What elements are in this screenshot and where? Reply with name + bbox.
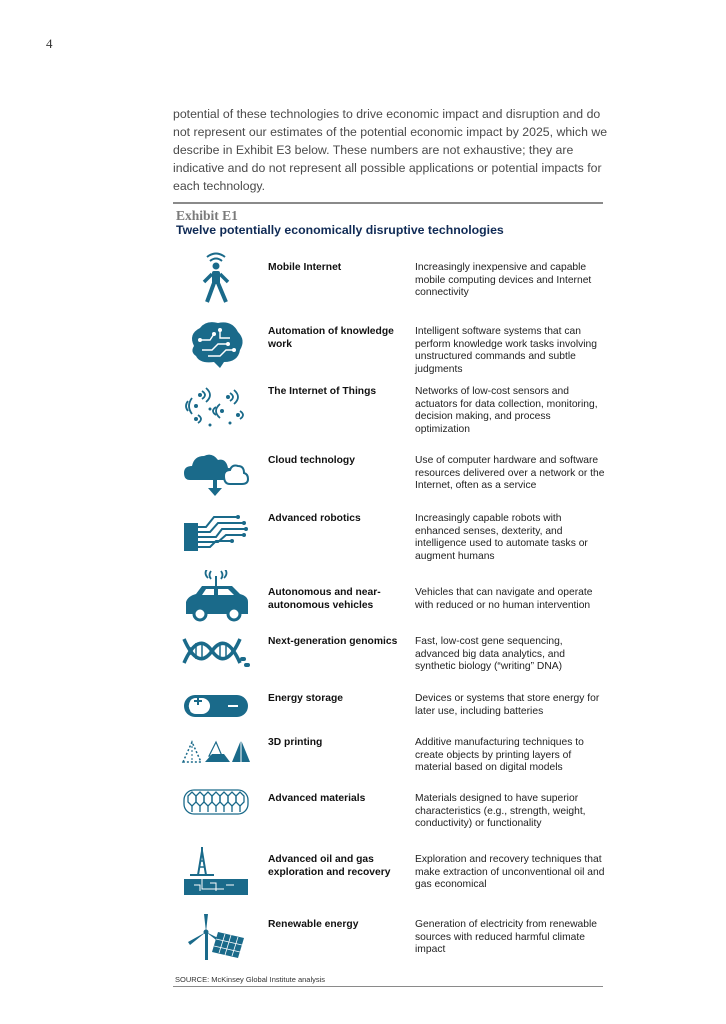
intro-paragraph: potential of these technologies to drive economic impact and disruption and do not represent our estimates of the potential economic impact by 2025, which we describe in Exhibit E3 below. These numbers are not exhaustive; they are indicative and do not represent all possible applications or potential impacts for each technology. xyxy=(173,107,608,193)
exhibit-bottom-rule xyxy=(173,986,603,987)
exhibit-top-rule xyxy=(173,202,603,204)
wind-solar-icon xyxy=(180,912,252,966)
tech-description: Exploration and recovery techniques that make extraction of unconventional oil and gas economical xyxy=(415,854,605,890)
tech-name: 3D printing xyxy=(268,737,323,748)
robotic-hand-icon xyxy=(180,505,252,559)
pyramids-3d-icon xyxy=(180,728,252,782)
tech-description: Networks of low-cost sensors and actuators for data collection, monitoring, decision making, and process optimization xyxy=(415,386,598,435)
tech-description: Additive manufacturing techniques to create objects by printing layers of material based on digital models xyxy=(415,737,584,773)
tech-description: Fast, low-cost gene sequencing, advanced big data analytics, and synthetic biology (“writing” DNA) xyxy=(415,636,565,672)
walking-person-wifi-icon xyxy=(180,250,252,304)
tech-description: Increasingly capable robots with enhanced senses, dexterity, and intelligence used to automate tasks or augment humans xyxy=(415,513,588,562)
tech-name: Energy storage xyxy=(268,693,343,704)
nanotube-icon xyxy=(180,782,252,836)
tech-description: Generation of electricity from renewable sources with reduced harmful climate impact xyxy=(415,919,597,955)
source-note: SOURCE: McKinsey Global Institute analysis xyxy=(175,975,326,984)
exhibit-label: Exhibit E1 xyxy=(176,208,238,223)
page-number: 4 xyxy=(46,36,53,51)
tech-name: Cloud technology xyxy=(268,455,355,466)
tech-description: Devices or systems that store energy for later use, including batteries xyxy=(415,693,600,717)
brain-circuit-icon xyxy=(180,316,252,370)
tech-name: Advanced oil and gas exploration and recovery xyxy=(268,854,391,878)
exhibit-title: Twelve potentially economically disruptive technologies xyxy=(176,223,504,237)
tech-name: Autonomous and near-autonomous vehicles xyxy=(268,587,381,611)
tech-name: The Internet of Things xyxy=(268,386,377,397)
tech-description: Materials designed to have superior characteristics (e.g., strength, weight, conductivity) or functionality xyxy=(415,793,586,829)
cloud-download-icon xyxy=(180,446,252,500)
autonomous-car-icon xyxy=(180,570,252,624)
tech-name: Automation of knowledge work xyxy=(268,326,394,350)
tech-description: Use of computer hardware and software resources delivered over a network or the Internet, often as a service xyxy=(415,455,605,491)
tech-name: Mobile Internet xyxy=(268,262,342,273)
tech-name: Next-generation genomics xyxy=(268,636,398,647)
dna-helix-icon xyxy=(180,625,252,679)
tech-description: Increasingly inexpensive and capable mobile computing devices and Internet connectivity xyxy=(415,262,592,298)
sensor-waves-icon xyxy=(180,379,252,433)
tech-name: Renewable energy xyxy=(268,919,359,930)
tech-description: Vehicles that can navigate and operate with reduced or no human intervention xyxy=(415,587,593,611)
tech-name: Advanced materials xyxy=(268,793,366,804)
tech-description: Intelligent software systems that can perform knowledge work tasks involving unstructured commands and subtle judgments xyxy=(415,326,597,375)
tech-name: Advanced robotics xyxy=(268,513,361,524)
oil-rig-icon xyxy=(180,845,252,899)
